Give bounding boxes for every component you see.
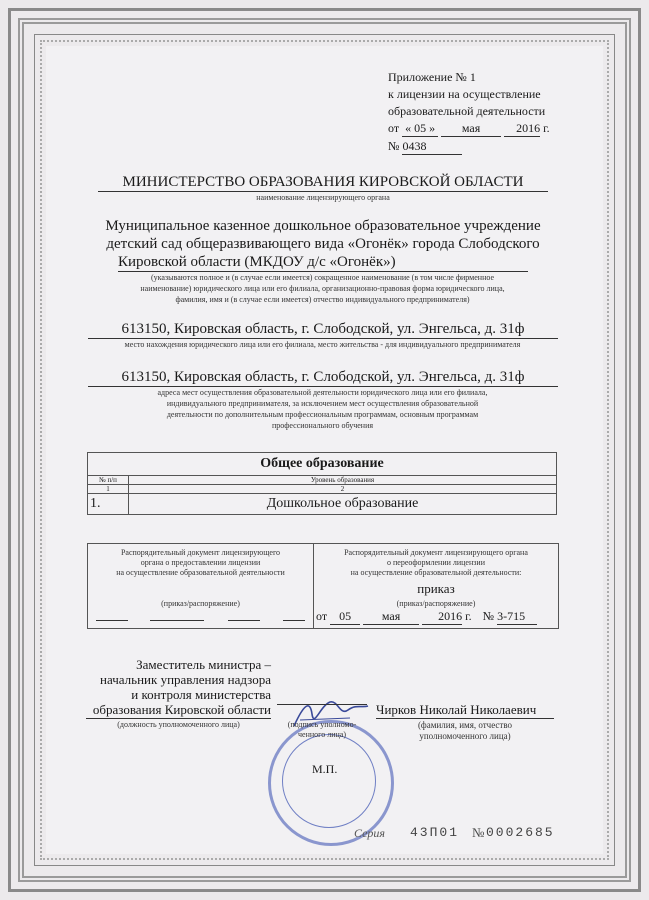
appendix-line3: образовательной деятельности [388, 104, 546, 118]
series-label: Серия [354, 826, 385, 840]
ministry-caption: наименование лицензирующего органа [256, 193, 390, 202]
col-index-1: 1 [88, 485, 129, 494]
name-caption1: (фамилия, имя, отчество [417, 720, 513, 730]
right-doc-caption: (приказ/распоряжение) [396, 599, 476, 608]
appendix-month: мая [441, 121, 501, 137]
position-line2: начальник управления надзора [100, 672, 271, 687]
activity-caption1: адреса мест осуществления образовательной деятельности юридического лица или его филиала, [157, 388, 488, 397]
education-table [87, 452, 557, 515]
col-number-header: № п/п [88, 476, 129, 485]
education-title: Общее образование [88, 453, 557, 476]
org-line3: Кировской области (МКДОУ д/с «Огонёк») [118, 254, 528, 272]
name-caption2: уполномоченного лица) [419, 731, 511, 741]
appendix-number-value: 0438 [402, 139, 462, 155]
col-level-header: Уровень образования [129, 476, 557, 485]
right-doc-line3: на осуществление образовательной деятельности: [350, 568, 522, 577]
col-index-2: 2 [129, 485, 557, 494]
position-caption: (должность уполномоченного лица) [117, 720, 240, 729]
order-num-prefix: № [482, 609, 495, 623]
left-blank-4 [283, 620, 305, 621]
order-number: 3-715 [497, 609, 537, 625]
right-doc-date [316, 609, 537, 625]
position-line3: и контроля министерства [131, 687, 271, 702]
official-name: Чирков Николай Николаевич [376, 702, 554, 719]
org-caption1: (указываются полное и (в случае если имеется) сокращенное наименование (в том числе фирменное [151, 273, 494, 282]
position-line4: образования Кировской области [86, 702, 271, 719]
right-doc-line2: о переоформлении лицензии [386, 558, 485, 567]
orders-block [87, 543, 559, 629]
appendix-line1: Приложение № 1 [388, 70, 476, 84]
location-address: 613150, Кировская область, г. Слободской, ул. Энгельса, д. 31ф [88, 321, 558, 339]
order-year-suffix: г. [465, 609, 472, 623]
org-caption2: наименование) юридического лица или его филиала, организационно-правовая форма юридического лица, [140, 284, 505, 293]
left-doc-line3: на осуществление образовательной деятельности [116, 568, 285, 577]
right-doc-line1: Распорядительный документ лицензирующего органа [344, 548, 528, 557]
left-blank-3 [228, 620, 260, 621]
appendix-day: « 05 » [402, 121, 438, 137]
org-line1: Муниципальное казенное дошкольное образовательное учреждение [105, 218, 541, 234]
seal-inner-ring [282, 734, 376, 828]
row-number: 1. [88, 494, 129, 515]
location-caption: место нахождения юридического лица или его филиала, место жительства - для индивидуального предпринимателя [124, 340, 521, 349]
right-doc-value: приказ [417, 581, 455, 596]
left-doc-line2: органа о предоставлении лицензии [140, 558, 261, 567]
left-blank-2 [150, 620, 204, 621]
ministry-name: МИНИСТЕРСТВО ОБРАЗОВАНИЯ КИРОВСКОЙ ОБЛАСТИ [98, 174, 548, 192]
number-prefix: № [388, 139, 400, 153]
org-line2: детский сад общеразвивающего вида «Огонёк» города Слободского [106, 236, 540, 252]
signature-line [277, 704, 367, 705]
year-suffix: г. [543, 121, 550, 135]
org-caption3: фамилия, имя и (в случае если имеется) отчество индивидуального предпринимателя) [175, 295, 470, 304]
appendix-number [388, 139, 462, 155]
signature-caption1: (подпись уполномо- [287, 720, 357, 729]
order-day: 05 [330, 609, 360, 625]
row-level: Дошкольное образование [129, 494, 557, 515]
left-doc-line1: Распорядительный документ лицензирующего [120, 548, 281, 557]
signature-caption2: ченного лица) [298, 730, 346, 739]
activity-caption3: деятельности по дополнительным профессиональным программам, основным программам [166, 410, 479, 419]
date-prefix: от [388, 121, 400, 135]
series-no-prefix: № [472, 825, 485, 840]
appendix-year: 2016 [504, 121, 540, 137]
appendix-line2: к лицензии на осуществление [388, 87, 541, 101]
left-blank-1 [96, 620, 128, 621]
activity-address: 613150, Кировская область, г. Слободской, ул. Энгельса, д. 31ф [88, 369, 558, 387]
order-month: мая [363, 609, 419, 625]
position-line1: Заместитель министра – [136, 657, 271, 672]
activity-caption2: индивидуального предпринимателя, за исключением мест осуществления образовательной [166, 399, 479, 408]
seal-mark: М.П. [312, 762, 338, 776]
left-doc-caption: (приказ/распоряжение) [161, 599, 240, 608]
order-year: 2016 [422, 609, 462, 625]
series-code: 43П01 [410, 825, 460, 840]
series-number: 0002685 [486, 825, 555, 840]
appendix-date [388, 121, 550, 137]
activity-caption4: профессионального обучения [271, 421, 374, 430]
order-from: от [316, 609, 328, 623]
table-row [88, 494, 557, 515]
